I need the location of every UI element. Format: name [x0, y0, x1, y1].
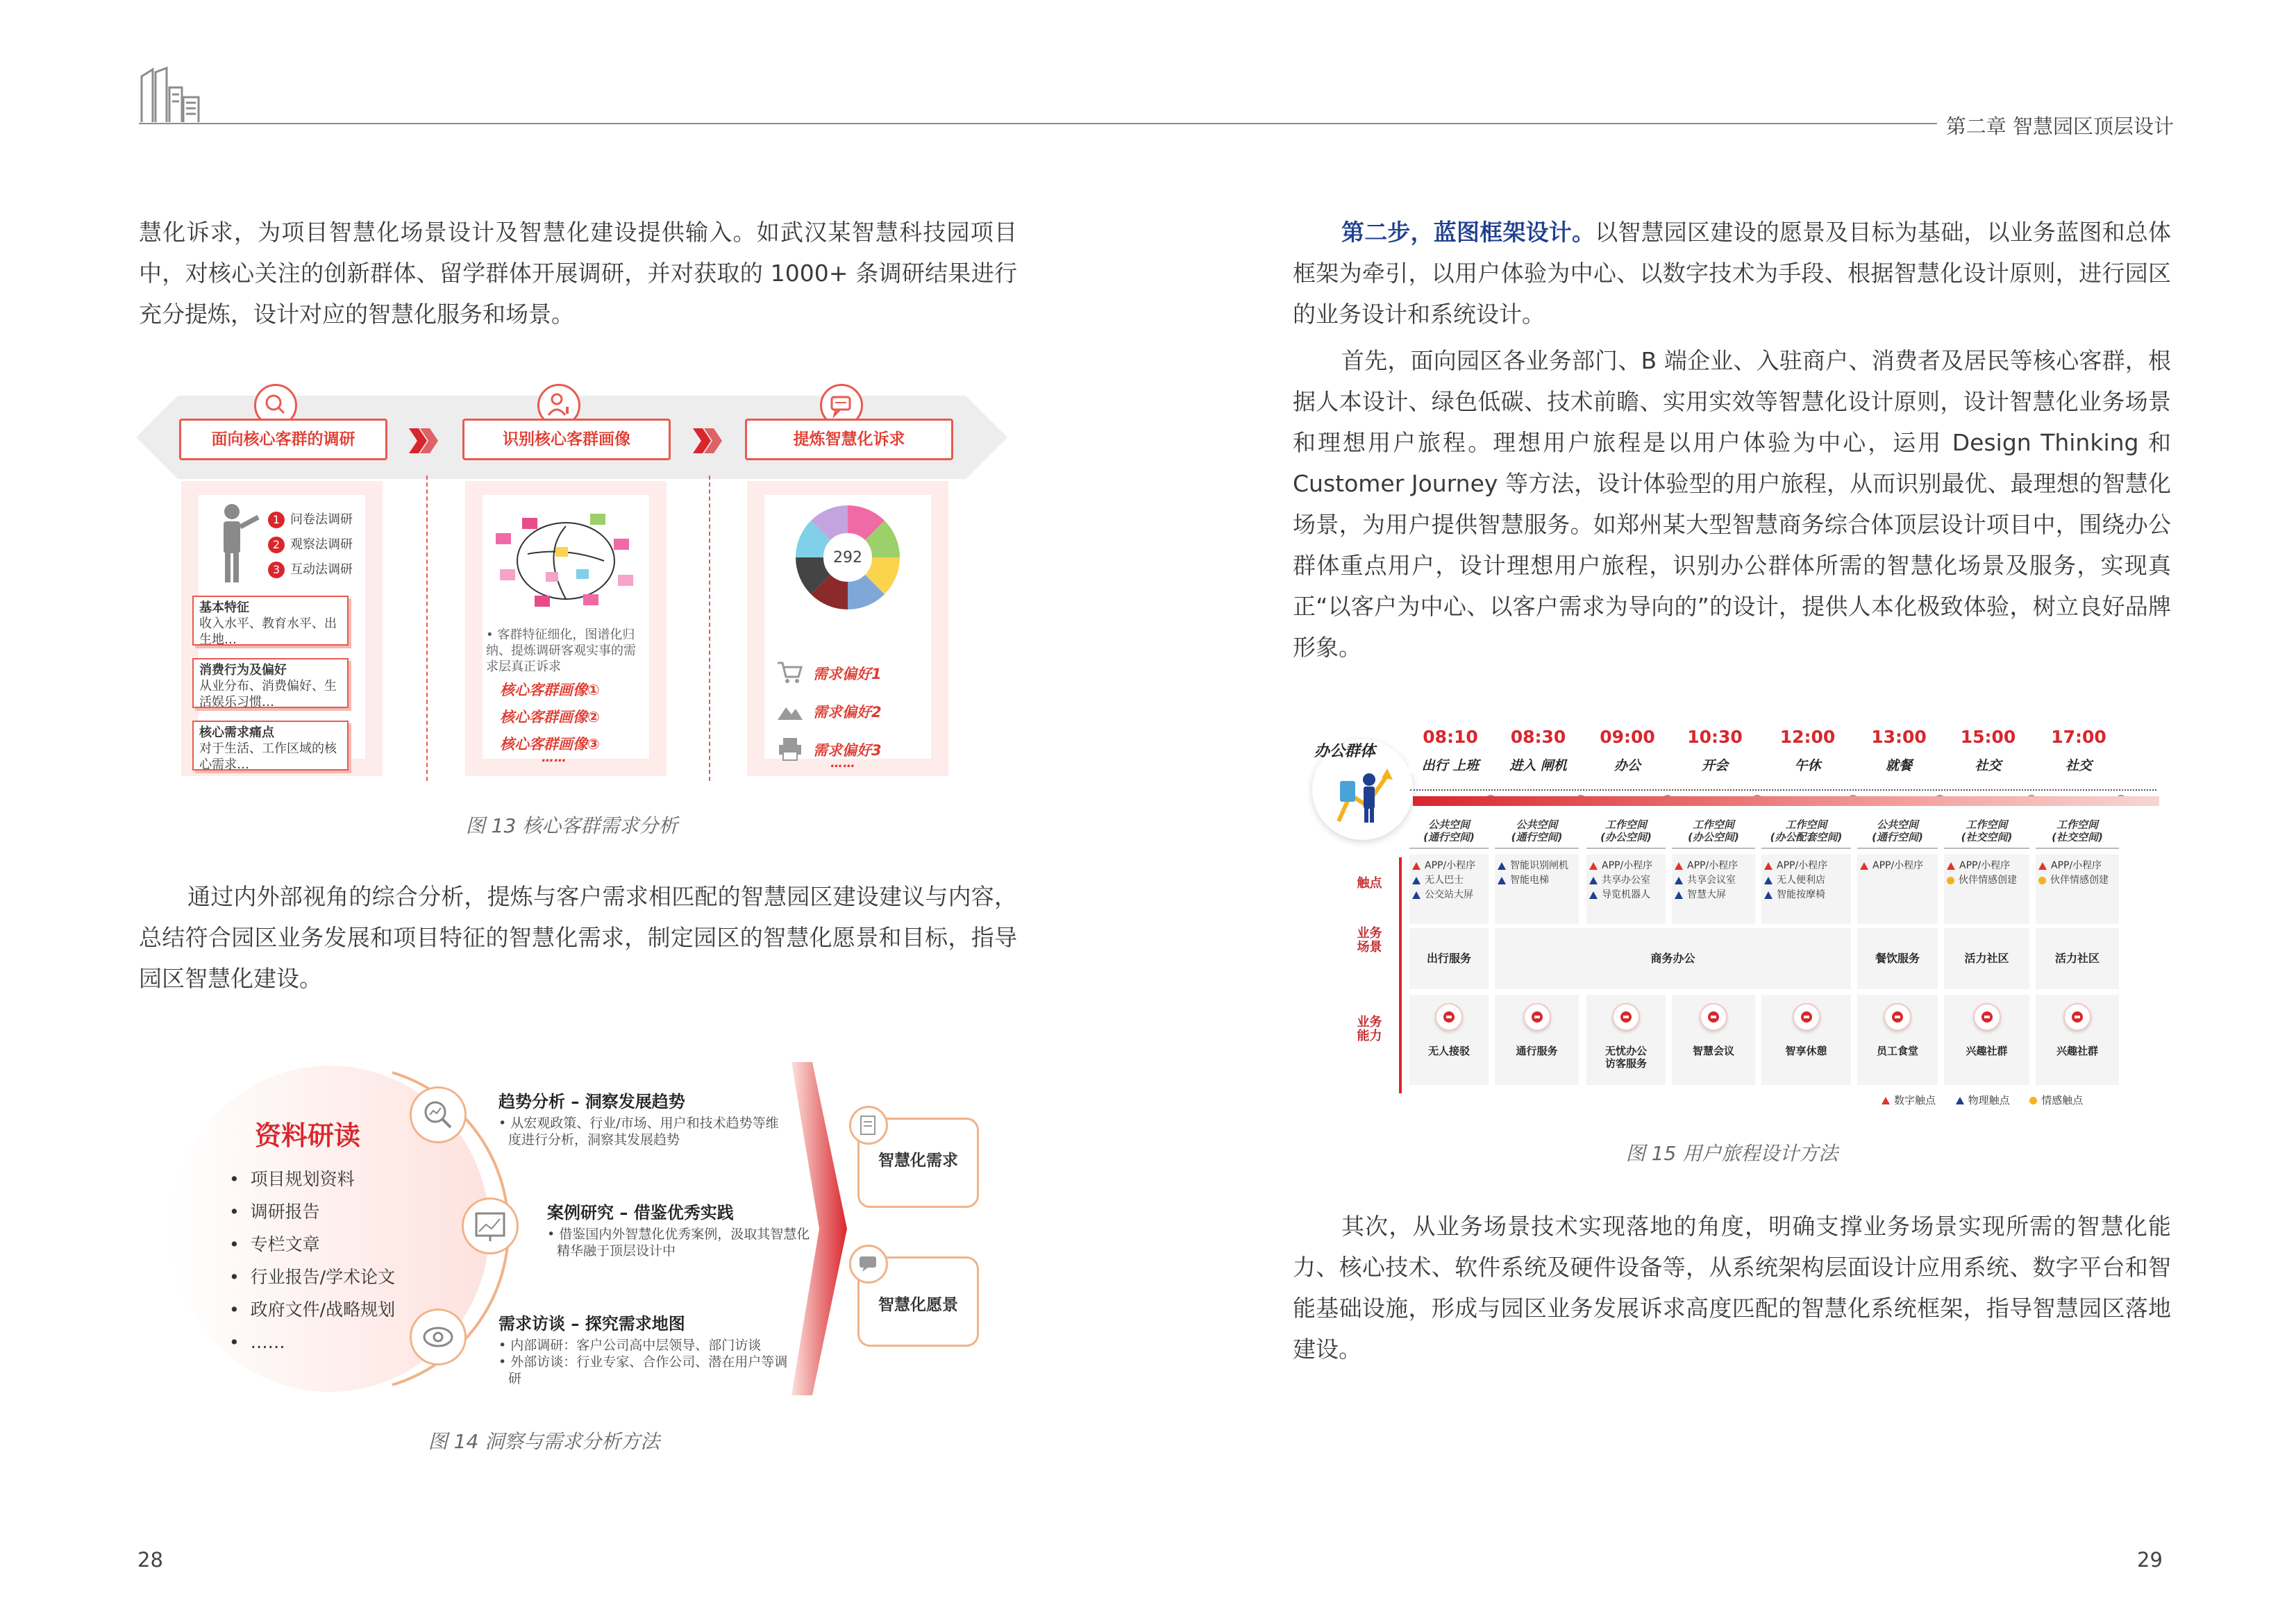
demand-panel	[747, 481, 948, 776]
capability-label: 智享休憩	[1785, 1045, 1827, 1057]
header-rule	[139, 123, 1937, 124]
column-header: 公共空间 (通行空间)	[1409, 816, 1489, 849]
figure-15	[1309, 718, 2159, 1114]
timeline-step: 社交	[2037, 759, 2120, 773]
scene-cell: 出行服务	[1409, 928, 1489, 989]
emotion-dot-icon	[1947, 877, 1954, 884]
row-label-touchpoint: 触点	[1357, 876, 1382, 891]
method-list	[268, 507, 379, 582]
figure-13-caption: 图 13 核心客群需求分析	[465, 814, 678, 837]
timeline-step: 办公	[1586, 759, 1669, 773]
landscape-icon	[776, 699, 804, 723]
chat-icon	[849, 1245, 888, 1284]
column-header: 工作空间 (办公空间)	[1586, 816, 1666, 849]
right-paragraph-2: 首先，面向园区各业务部门、B 端企业、入驻商户、消费者及居民等核心客群，根据人本设计、绿色低碳、技术前瞻、实用实效等智慧化设计原则，设计智慧化业务场景和理想用户旅程。理想用户旅程是以用户体验为中心，运用 Design Thinking 和 Customer Journey 等方法，设计体验型的用户旅程，从而识别最优、最理想的智慧化场景，为用户提供智慧服务。如郑州某大型智慧商务综合体顶层设计项目中，围绕办公群体重点用户，设计理想用户旅程，识别办公群体所需的智慧化场景及服务，实现真正“以客户为中心、以客户需求为导向的”的设计，提供人本化极致体验，树立良好品牌形象。	[1293, 347, 2171, 661]
touchpoint-item: 伙伴情感创建	[2038, 873, 2116, 888]
timeline-step: 就餐	[1857, 759, 1941, 773]
triangle-blue-icon	[1412, 877, 1421, 884]
touchpoint-item: 共享会议室	[1675, 873, 1752, 888]
method-item: 3 互动法调研	[268, 557, 379, 582]
document-icon	[849, 1106, 888, 1145]
triangle-red-icon	[1947, 862, 1955, 870]
capability-icon	[1700, 1003, 1727, 1031]
persona-more: ……	[542, 750, 567, 765]
touchpoint-item: 智能按摩椅	[1764, 888, 1848, 902]
triangle-blue-icon	[1764, 877, 1773, 884]
persona-mindmap-icon	[486, 505, 646, 616]
figure-14-caption: 图 14 洞察与需求分析方法	[428, 1430, 660, 1453]
capability-label: 智慧会议	[1692, 1045, 1734, 1057]
right-paragraph-3: 其次，从业务场景技术实现落地的角度，明确支撑业务场景实现所需的智慧化能力、核心技术、软件系统及硬件设备等，从系统架构层面设计应用系统、数字平台和智能基础设施，形成与园区业务发展诉求高度匹配的智慧化系统框架，指导智慧园区落地建设。	[1293, 1213, 2171, 1363]
triangle-red-icon	[1675, 862, 1683, 870]
card-pain-points: 核心需求痛点 对于生活、工作区域的核心需求…	[192, 721, 349, 771]
card-consumption: 消费行为及偏好 从业分布、消费偏好、生活娱乐习惯…	[192, 658, 349, 708]
triangle-red-icon	[1860, 862, 1868, 870]
touchpoint-item: 智能识别闸机	[1498, 859, 1576, 873]
triangle-red-icon	[2038, 862, 2047, 870]
item-case: 案例研究 – 借鉴优秀实践 • 借鉴国内外智慧化优秀案例，汲取其智慧化精华融于顶层设计中	[547, 1203, 810, 1259]
research-panel	[181, 481, 383, 776]
capability-icon	[1435, 1003, 1463, 1031]
list-item: • 调研报告	[229, 1202, 320, 1222]
touchpoint-item: APP/小程序	[1589, 859, 1663, 873]
touchpoint-item: 无人便利店	[1764, 873, 1848, 888]
capability-cell	[1495, 995, 1579, 1085]
timeline-time: 10:30	[1687, 727, 1743, 747]
capability-icon	[1793, 1003, 1820, 1031]
capability-cell	[1586, 995, 1666, 1085]
reading-list	[229, 1163, 410, 1359]
list-item: • 政府文件/战略规划	[229, 1300, 396, 1320]
timeline-step: 午休	[1766, 759, 1850, 773]
timeline-step: 社交	[1947, 759, 2030, 773]
capability-label: 无忧办公 访客服务	[1604, 1045, 1647, 1070]
timeline-time: 15:00	[1960, 727, 2016, 747]
touchpoint-cell	[1857, 855, 1938, 924]
capability-icon	[1612, 1003, 1640, 1031]
capability-icon	[2063, 1003, 2091, 1031]
triangle-blue-icon	[1764, 891, 1773, 899]
right-paragraph-1: 第二步，蓝图框架设计。以智慧园区建设的愿景及目标为基础，以业务蓝图和总体框架为牵引，以用户体验为中心、以数字技术为手段、根据智慧化设计原则，进行园区的业务设计和系统设计。	[1293, 219, 2172, 328]
scene-cell: 餐饮服务	[1857, 928, 1938, 989]
step-3-label: 提炼智慧化诉求	[745, 419, 953, 460]
row-label-scene: 业务 场景	[1357, 926, 1382, 955]
timeline-step: 出行 上班	[1409, 759, 1492, 773]
column-header: 公共空间 (通行空间)	[1857, 816, 1938, 849]
method-item: 1 问卷法调研	[268, 507, 379, 532]
timeline-time: 08:10	[1423, 727, 1478, 747]
scene-cell: 商务办公	[1495, 928, 1851, 989]
persona-2: 核心客群画像②	[500, 709, 600, 725]
emotion-dot-icon	[2029, 1097, 2037, 1104]
timeline-time: 12:00	[1779, 727, 1836, 747]
timeline-step: 开会	[1673, 759, 1757, 773]
cart-icon	[776, 660, 804, 685]
printer-icon	[776, 737, 804, 762]
triangle-blue-icon	[1498, 862, 1506, 870]
chevron-right-icon	[409, 428, 438, 453]
touchpoint-cell	[1761, 855, 1851, 924]
triangle-blue-icon	[1412, 891, 1421, 899]
touchpoint-cell	[1944, 855, 2029, 924]
case-study-icon	[462, 1197, 519, 1254]
touchpoint-item: 共享办公室	[1589, 873, 1663, 888]
list-item: • 项目规划资料	[229, 1169, 355, 1189]
capability-icon	[1973, 1003, 2001, 1031]
chevron-right-icon	[693, 428, 722, 453]
row-label-capability: 业务 能力	[1357, 1015, 1382, 1043]
item-trend: 趋势分析 – 洞察发展趋势 • 从宏观政策、行业/市场、用户和技术趋势等维度进行分析，洞察其发展趋势	[498, 1092, 779, 1147]
capability-cell	[1857, 995, 1938, 1085]
capability-icon	[1523, 1003, 1551, 1031]
column-header: 工作空间 (社交空间)	[1944, 816, 2029, 849]
page-number-left: 28	[137, 1548, 163, 1572]
legend: 数字触点 物理触点 情感触点	[1882, 1093, 2083, 1108]
demand-more: ……	[830, 756, 855, 771]
step-heading: 第二步，蓝图框架设计。	[1341, 219, 1595, 246]
figure-13	[136, 378, 1007, 795]
list-item: • 专栏文章	[229, 1234, 320, 1254]
emotion-dot-icon	[2038, 877, 2046, 884]
method-item: 2 观察法调研	[268, 532, 379, 557]
capability-cell	[1409, 995, 1489, 1085]
capability-icon	[1884, 1003, 1911, 1031]
presenter-icon	[212, 502, 261, 585]
touchpoint-item: 导览机器人	[1589, 888, 1663, 902]
timeline-step: 进入 闸机	[1497, 759, 1580, 773]
capability-cell	[2036, 995, 2119, 1085]
demand-pref-2: 需求偏好2	[813, 704, 882, 721]
capability-label: 无人接驳	[1427, 1045, 1470, 1057]
capability-cell	[1761, 995, 1851, 1085]
touchpoint-item: 智慧大屏	[1675, 888, 1752, 902]
touchpoint-item: APP/小程序	[1947, 859, 2027, 873]
triangle-blue-icon	[1675, 877, 1683, 884]
touchpoint-item: APP/小程序	[1764, 859, 1848, 873]
touchpoint-cell	[1672, 855, 1755, 924]
touchpoint-cell	[1409, 855, 1489, 924]
persona-3: 核心客群画像③	[500, 736, 600, 752]
scene-cell: 活力社区	[2036, 928, 2119, 989]
triangle-blue-icon	[1589, 877, 1598, 884]
triangle-blue-icon	[1589, 891, 1598, 899]
timeline-time: 13:00	[1871, 727, 1927, 747]
interview-icon	[410, 1309, 467, 1365]
wheel-count: 292	[833, 549, 862, 566]
card-basic-features: 基本特征 收入水平、教育水平、出生地…	[192, 596, 349, 646]
triangle-red-icon	[1412, 862, 1421, 870]
dashed-divider	[426, 476, 428, 781]
touchpoint-item: 伙伴情感创建	[1947, 873, 2027, 888]
left-paragraph-2: 通过内外部视角的综合分析，提炼与客户需求相匹配的智慧园区建设建议与内容，总结符合园区业务发展和项目特征的智慧化需求，制定园区的智慧化愿景和目标，指导园区智慧化建设。	[139, 883, 1017, 992]
column-header: 工作空间 (社交空间)	[2036, 816, 2119, 849]
touchpoint-cell	[2036, 855, 2119, 924]
triangle-blue-icon	[1956, 1097, 1964, 1104]
touchpoint-item: 公交站大屏	[1412, 888, 1486, 902]
timeline-time: 09:00	[1600, 727, 1655, 747]
figure-14-title: 资料研读	[255, 1120, 361, 1151]
column-header: 工作空间 (办公配套空间)	[1761, 816, 1851, 849]
building-logo-icon	[139, 67, 201, 124]
touchpoint-item: APP/小程序	[1412, 859, 1486, 873]
column-header: 工作空间 (办公空间)	[1672, 816, 1755, 849]
demand-pref-3: 需求偏好3	[813, 742, 882, 759]
touchpoint-cell	[1586, 855, 1666, 924]
demand-pref-1: 需求偏好1	[813, 666, 882, 682]
touchpoint-item: APP/小程序	[2038, 859, 2116, 873]
capability-label: 通行服务	[1516, 1045, 1558, 1057]
timeline-time: 17:00	[2051, 727, 2106, 747]
triangle-red-icon	[1882, 1097, 1890, 1104]
touchpoint-cell	[1495, 855, 1579, 924]
item-interview: 需求访谈 – 探究需求地图 • 内部调研：客户公司高中层领导、部门访谈 • 外部访谈：行业专家、合作公司、潜在用户等调研	[498, 1314, 788, 1386]
step-2-label: 识别核心客群画像	[462, 419, 671, 460]
capability-label: 员工食堂	[1876, 1045, 1918, 1057]
timeline-band	[1413, 796, 2159, 806]
figure-14	[163, 1059, 989, 1399]
capability-cell	[1672, 995, 1755, 1085]
timeline-time: 08:30	[1510, 727, 1566, 747]
touchpoint-item: 无人巴士	[1412, 873, 1486, 888]
capability-label: 兴趣社群	[1966, 1045, 2008, 1057]
triangle-blue-icon	[1675, 891, 1683, 899]
row-label-rule	[1399, 857, 1402, 1093]
touchpoint-item: APP/小程序	[1860, 859, 1935, 873]
persona-1: 核心客群画像①	[500, 682, 600, 698]
touchpoint-item: 智能电梯	[1498, 873, 1576, 888]
persona-panel	[465, 481, 667, 776]
column-header: 公共空间 (通行空间)	[1495, 816, 1579, 849]
step-1-label: 面向核心客群的调研	[179, 419, 387, 460]
page-number-right: 29	[2137, 1548, 2163, 1572]
chapter-title: 第二章 智慧园区顶层设计	[1945, 115, 2174, 138]
triangle-blue-icon	[1498, 877, 1506, 884]
trend-analysis-icon	[410, 1086, 467, 1143]
output-smart-vision: 智慧化愿景	[857, 1256, 979, 1347]
figure-15-caption: 图 15 用户旅程设计方法	[1625, 1142, 1838, 1165]
dashed-divider	[709, 476, 710, 781]
list-item: • ……	[229, 1332, 285, 1352]
output-smart-demand: 智慧化需求	[857, 1118, 979, 1208]
capability-cell	[1944, 995, 2029, 1085]
scene-cell: 活力社区	[1944, 928, 2029, 989]
triangle-red-icon	[1764, 862, 1773, 870]
left-paragraph-1: 慧化诉求，为项目智慧化场景设计及智慧化建设提供输入。如武汉某智慧科技园项目中，对核心关注的创新群体、留学群体开展调研，并对获取的 1000+ 条调研结果进行充分提炼，设计对应的智慧化服务和场景。	[139, 219, 1017, 328]
list-item: • 行业报告/学术论文	[229, 1267, 396, 1287]
timeline-dotted-line	[1410, 789, 2156, 791]
touchpoint-item: APP/小程序	[1675, 859, 1752, 873]
capability-label: 兴趣社群	[2056, 1045, 2098, 1057]
persona-note: • 客群特征细化，图谱化归纳、提炼调研客观实事的需求层真正诉求	[486, 628, 636, 674]
triangle-red-icon	[1589, 862, 1598, 870]
group-label: 办公群体	[1314, 743, 1376, 760]
